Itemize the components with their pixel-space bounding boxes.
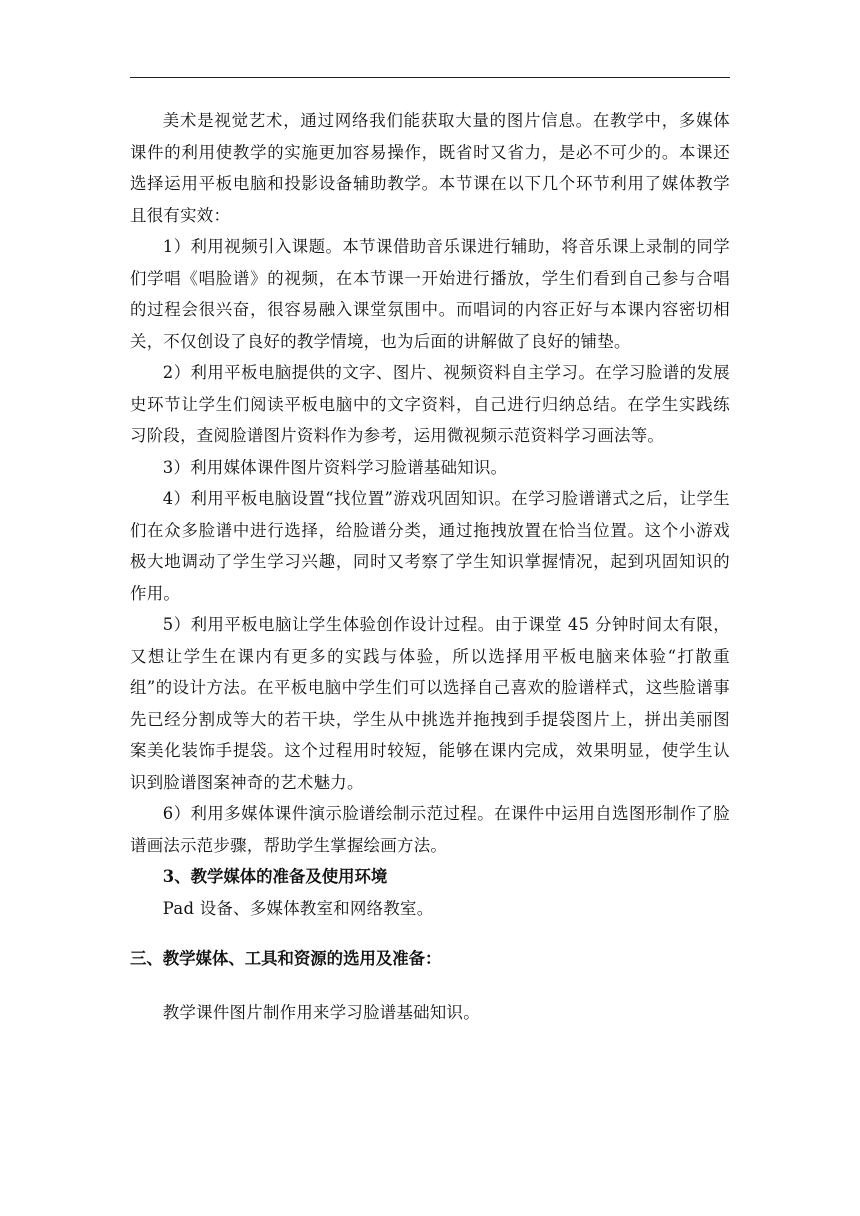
paragraph-media-environment: Pad 设备、多媒体教室和网络教室。 [162,898,434,918]
paragraph-item-3: 3）利用媒体课件图片资料学习脸谱基础知识。 [162,457,508,477]
paragraph-item-2: 2）利用平板电脑提供的文字、图片、视频资料自主学习。在学习脸谱的发展史环节让学生们阅读平板电脑中的文字资料，自己进行归纳总结。在学生实践练习阶段，查阅脸谱图片资料作为参考，运用微视频示范资料学习画法等。 [130,363,730,445]
paragraph-item-6: 6）利用多媒体课件演示脸谱绘制示范过程。在课件中运用自选图形制作了脸谱画法示范步骤，帮助学生掌握绘画方法。 [130,804,730,855]
paragraph-media-tools: 教学课件图片制作用来学习脸谱基础知识。 [162,1002,480,1022]
document-body [130,105,730,1028]
section-heading-media-tools: 三、教学媒体、工具和资源的选用及准备： [130,949,442,968]
paragraph-intro: 美术是视觉艺术，通过网络我们能获取大量的图片信息。在教学中，多媒体课件的利用使教学的实施更加容易操作，既省时又省力，是必不可少的。本课还选择运用平板电脑和投影设备辅助教学。本节课在以下几个环节利用了媒体教学且很有实效： [130,111,730,225]
paragraph-item-1: 1）利用视频引入课题。本节课借助音乐课进行辅助，将音乐课上录制的同学们学唱《唱脸谱》的视频，在本节课一开始进行播放，学生们看到自己参与合唱的过程会很兴奋，很容易融入课堂氛围中。而唱词的内容正好与本课内容密切相关，不仅创设了良好的教学情境，也为后面的讲解做了良好的铺垫。 [130,237,730,351]
paragraph-item-4: 4）利用平板电脑设置“找位置”游戏巩固知识。在学习脸谱谱式之后，让学生们在众多脸谱中进行选择，给脸谱分类，通过拖拽放置在恰当位置。这个小游戏极大地调动了学生学习兴趣，同时又考察了学生知识掌握情况，起到巩固知识的作用。 [130,489,730,603]
header-rule [130,77,730,78]
sub-heading-media-environment: 3、教学媒体的准备及使用环境 [162,867,388,886]
paragraph-item-5: 5）利用平板电脑让学生体验创作设计过程。由于课堂 45 分钟时间太有限，又想让学生在课内有更多的实践与体验，所以选择用平板电脑来体验“打散重组”的设计方法。在平板电脑中学生们可以选择自己喜欢的脸谱样式，这些脸谱事先已经分割成等大的若干块，学生从中挑选并拖拽到手提袋图片上，拼出美丽图案美化装饰手提袋。这个过程用时较短，能够在课内完成，效果明显，使学生认识到脸谱图案神奇的艺术魅力。 [130,615,730,792]
